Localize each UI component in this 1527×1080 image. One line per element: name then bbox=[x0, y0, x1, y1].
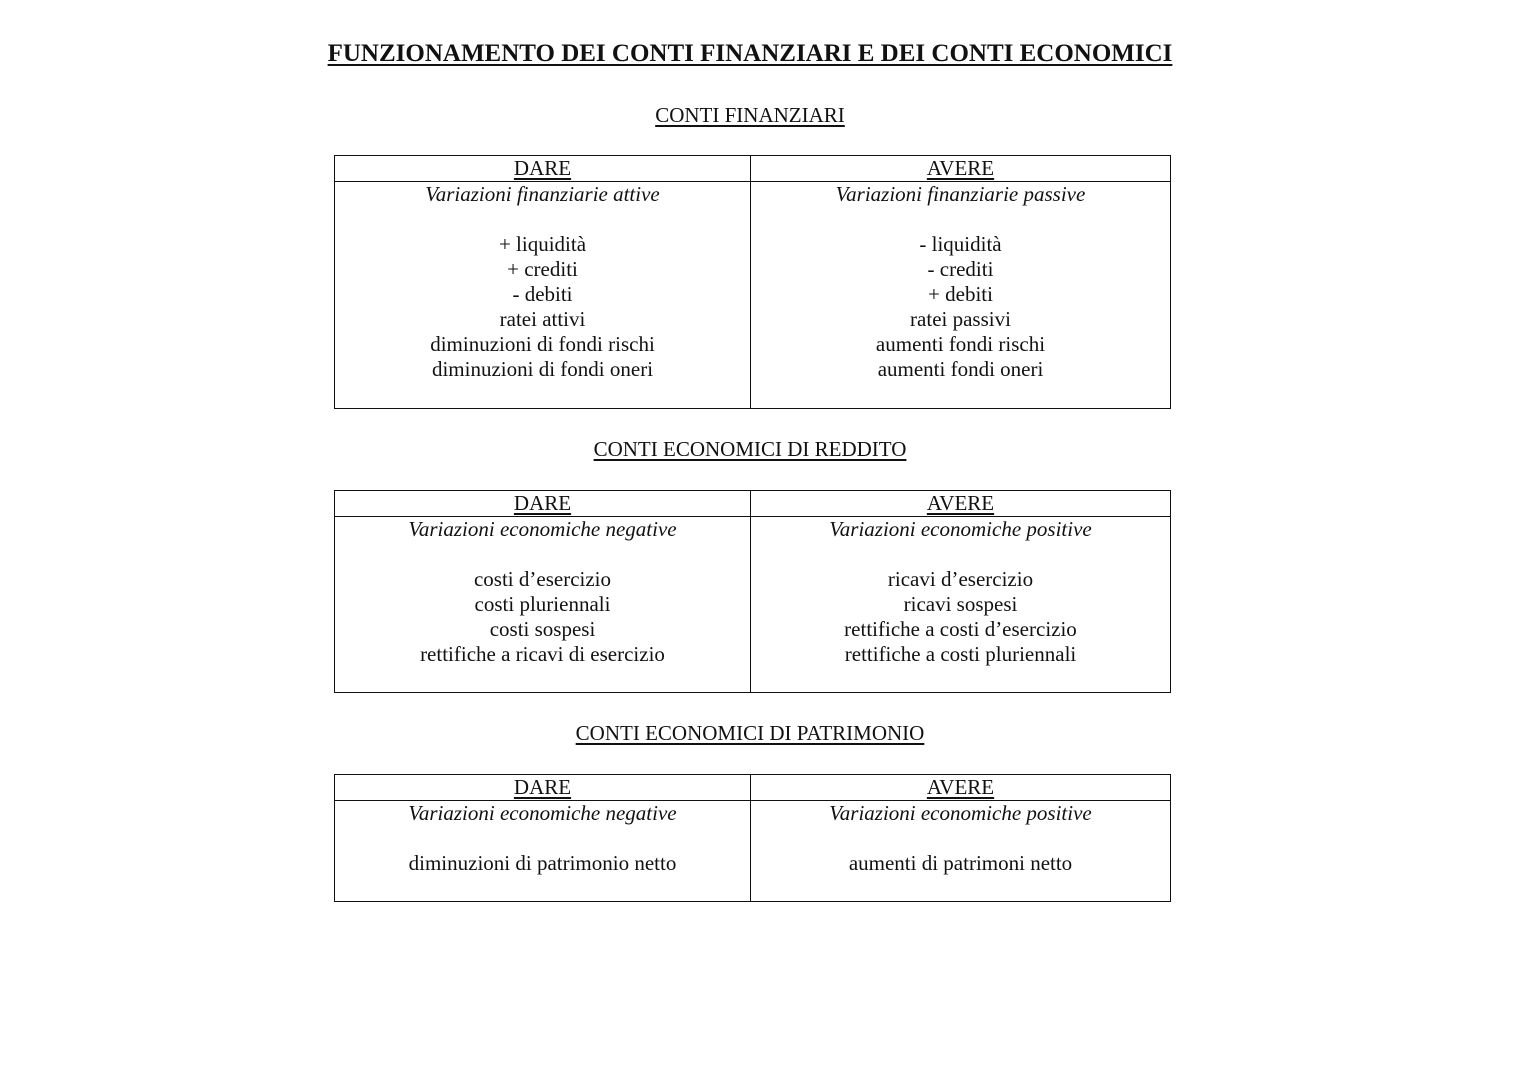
dare-heading: Variazioni economiche negative bbox=[408, 801, 677, 825]
list-item: aumenti fondi oneri bbox=[877, 357, 1044, 381]
dare-cell bbox=[335, 801, 751, 902]
list-item: + crediti bbox=[507, 257, 578, 281]
section-title-conti-finanziari: CONTI FINANZIARI bbox=[655, 103, 845, 127]
list-item: rettifiche a costi d’esercizio bbox=[844, 617, 1077, 641]
page-title: FUNZIONAMENTO DEI CONTI FINANZIARI E DEI CONTI ECONOMICI bbox=[327, 40, 1173, 67]
dare-cell bbox=[335, 182, 751, 409]
avere-header: AVERE bbox=[751, 775, 1171, 801]
list-item: rettifiche a costi pluriennali bbox=[844, 642, 1077, 666]
dare-items bbox=[335, 851, 750, 876]
list-item: ratei attivi bbox=[499, 307, 586, 331]
list-item: ricavi d’esercizio bbox=[887, 567, 1034, 591]
dare-items bbox=[335, 232, 750, 382]
dare-cell bbox=[335, 517, 751, 693]
avere-heading: Variazioni economiche positive bbox=[829, 801, 1092, 825]
avere-cell bbox=[751, 517, 1171, 693]
t-account-table-conti-economici-patrimonio bbox=[334, 774, 1171, 902]
list-item: ratei passivi bbox=[910, 307, 1011, 331]
dare-items bbox=[335, 567, 750, 667]
avere-cell bbox=[751, 801, 1171, 902]
list-item: costi sospesi bbox=[489, 617, 596, 641]
list-item: aumenti di patrimoni netto bbox=[848, 851, 1073, 875]
section-title-conti-economici-patrimonio: CONTI ECONOMICI DI PATRIMONIO bbox=[575, 721, 925, 745]
avere-heading: Variazioni economiche positive bbox=[829, 517, 1092, 541]
avere-items bbox=[751, 232, 1170, 382]
dare-heading: Variazioni finanziarie attive bbox=[425, 182, 660, 206]
t-account-table-conti-finanziari bbox=[334, 155, 1171, 409]
dare-heading: Variazioni economiche negative bbox=[408, 517, 677, 541]
avere-header: AVERE bbox=[751, 491, 1171, 517]
list-item: ricavi sospesi bbox=[903, 592, 1018, 616]
section-title-conti-economici-reddito: CONTI ECONOMICI DI REDDITO bbox=[593, 437, 907, 461]
list-item: + debiti bbox=[928, 282, 993, 306]
avere-items bbox=[751, 567, 1170, 667]
list-item: aumenti fondi rischi bbox=[875, 332, 1046, 356]
t-account-table-conti-economici-reddito bbox=[334, 490, 1171, 693]
avere-cell bbox=[751, 182, 1171, 409]
list-item: - liquidità bbox=[919, 232, 1002, 256]
dare-header: DARE bbox=[335, 491, 751, 517]
dare-header: DARE bbox=[335, 775, 751, 801]
avere-heading: Variazioni finanziarie passive bbox=[835, 182, 1086, 206]
list-item: diminuzioni di patrimonio netto bbox=[408, 851, 677, 875]
dare-header: DARE bbox=[335, 156, 751, 182]
list-item: + liquidità bbox=[498, 232, 587, 256]
list-item: costi d’esercizio bbox=[473, 567, 612, 591]
list-item: - debiti bbox=[512, 282, 573, 306]
avere-header: AVERE bbox=[751, 156, 1171, 182]
list-item: rettifiche a ricavi di esercizio bbox=[420, 642, 665, 666]
list-item: - crediti bbox=[927, 257, 994, 281]
list-item: costi pluriennali bbox=[474, 592, 611, 616]
list-item: diminuzioni di fondi oneri bbox=[431, 357, 654, 381]
avere-items bbox=[751, 851, 1170, 876]
list-item: diminuzioni di fondi rischi bbox=[430, 332, 655, 356]
